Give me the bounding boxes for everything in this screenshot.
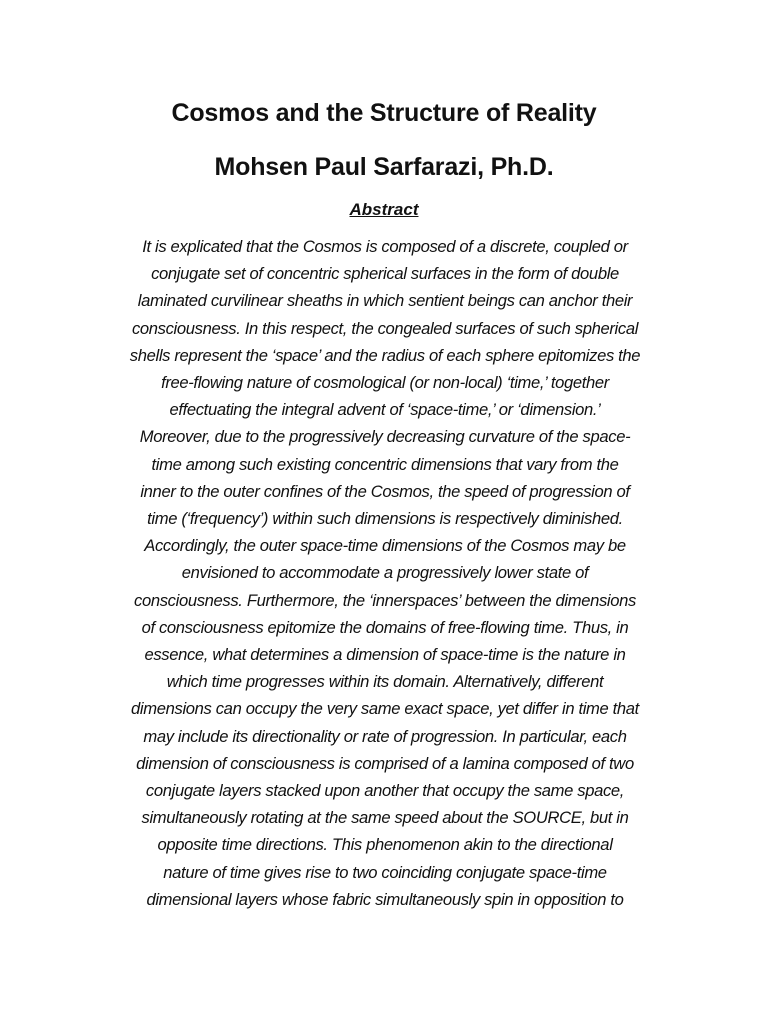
- abstract-line: It is explicated that the Cosmos is composed of a discrete, coupled or: [142, 237, 628, 256]
- abstract-line: time among such existing concentric dimensions that vary from the: [151, 454, 619, 474]
- abstract-line: inner to the outer confines of the Cosmos, the speed of progression of: [140, 481, 630, 501]
- abstract-line: Accordingly, the outer space-time dimensions of the Cosmos may be: [144, 536, 626, 556]
- document-title: Cosmos and the Structure of Reality: [171, 99, 597, 127]
- abstract-line: consciousness. Furthermore, the ‘innerspaces’ between the dimensions: [134, 590, 636, 610]
- abstract-line: dimensional layers whose fabric simultaneously spin in opposition to: [146, 889, 624, 909]
- abstract-line: nature of time gives rise to two coinciding conjugate space-time: [163, 862, 607, 882]
- abstract-line: effectuating the integral advent of ‘space-time,’ or ‘dimension.’: [169, 400, 601, 420]
- abstract-heading: Abstract: [349, 200, 419, 219]
- abstract-line: conjugate set of concentric spherical surfaces in the form of double: [151, 264, 619, 284]
- abstract-line: shells represent the ‘space’ and the radius of each sphere epitomizes the: [129, 345, 641, 365]
- abstract-body: [88, 233, 682, 913]
- document-author: Mohsen Paul Sarfarazi, Ph.D.: [214, 153, 554, 181]
- abstract-line: Moreover, due to the progressively decreasing curvature of the space-: [139, 427, 631, 447]
- abstract-line: which time progresses within its domain. Alternatively, different: [166, 672, 604, 692]
- abstract-line: dimension of consciousness is comprised of a lamina composed of two: [136, 753, 634, 773]
- abstract-line: opposite time directions. This phenomenon akin to the directional: [157, 835, 613, 855]
- abstract-line: dimensions can occupy the very same exact space, yet differ in time that: [131, 699, 639, 719]
- abstract-line: may include its directionality or rate of progression. In particular, each: [143, 726, 627, 746]
- abstract-line: consciousness. In this respect, the congealed surfaces of such spherical: [131, 318, 639, 338]
- abstract-line: time (‘frequency’) within such dimensions is respectively diminished.: [147, 509, 623, 529]
- abstract-line: envisioned to accommodate a progressively lower state of: [181, 563, 589, 583]
- abstract-line: simultaneously rotating at the same speed about the SOURCE, but in: [141, 808, 629, 828]
- abstract-line: of consciousness epitomize the domains of free-flowing time. Thus, in: [141, 617, 629, 637]
- abstract-line: free-flowing nature of cosmological (or non-local) ‘time,’ together: [161, 373, 609, 393]
- abstract-line: conjugate layers stacked upon another that occupy the same space,: [145, 781, 625, 801]
- abstract-line: essence, what determines a dimension of space-time is the nature in: [144, 645, 626, 665]
- abstract-line: laminated curvilinear sheaths in which sentient beings can anchor their: [137, 291, 633, 311]
